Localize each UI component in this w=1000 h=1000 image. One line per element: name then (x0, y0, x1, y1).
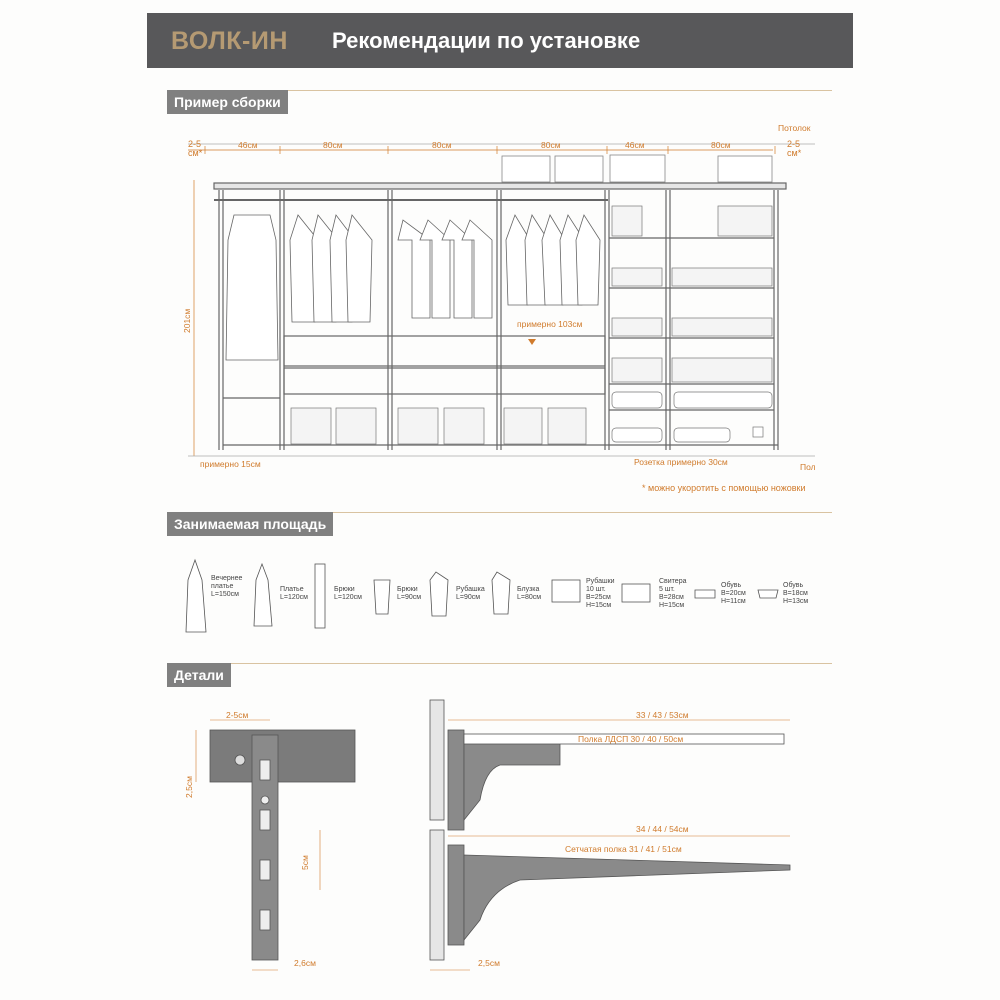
dim-width-4: 80см (541, 140, 561, 150)
legend-label: Свитера 5 шт. B=28см H=15см (659, 578, 687, 609)
legend-label: Брюки L=90см (397, 586, 422, 601)
dim-width-5: 46см (625, 140, 645, 150)
approx-15-label: примерно 15см (200, 459, 261, 469)
shirt-icon (430, 572, 448, 616)
section-title-area: Занимаемая площадь (167, 512, 333, 536)
detail-gap: 2-5см (226, 710, 249, 720)
shirts-stack-icon (552, 580, 580, 602)
floor-label: Пол (800, 462, 816, 472)
legend-label: Брюки L=120см (334, 586, 362, 601)
sweaters-stack-icon (622, 584, 650, 602)
top-length: 33 / 43 / 53см (636, 710, 689, 720)
detail-slot: 5см (300, 855, 310, 870)
top-shelf-label: Полка ЛДСП 30 / 40 / 50см (578, 734, 684, 744)
section-title-details: Детали (167, 663, 231, 687)
evening-dress-icon (186, 560, 206, 632)
section-title-assembly: Пример сборки (167, 90, 288, 114)
section-divider (167, 663, 832, 664)
legend-label: Блузка L=80см (517, 586, 542, 601)
legend-label: Платье L=120см (280, 586, 308, 601)
bottom-length: 34 / 44 / 54см (636, 824, 689, 834)
detail-width: 2,6см (294, 958, 316, 968)
legend-icons (0, 550, 1000, 640)
dim-width-1: 46см (238, 140, 258, 150)
approx-103-label: примерно 103см (517, 319, 583, 329)
legend-label: Обувь B=20см H=11см (721, 582, 746, 605)
dim-width-6: 80см (711, 140, 731, 150)
legend-label: Рубашки 10 шт. B=25см H=15см (586, 578, 615, 609)
legend-label: Обувь B=18см H=13см (783, 582, 809, 605)
trousers-hanger-icon (374, 580, 390, 614)
gap-right-label: 2-5 см* (787, 139, 802, 158)
trousers-long-icon (315, 564, 325, 628)
ceiling-label: Потолок (778, 123, 811, 133)
bracket-gap: 2,5см (478, 958, 500, 968)
legend-label: Вечернее платье L=150см (211, 575, 243, 598)
dress-icon (254, 564, 272, 626)
page-title: Рекомендации по установке (332, 28, 641, 53)
dim-height: 201см (182, 308, 192, 333)
gap-left-label: 2-5 см* (188, 139, 203, 158)
brand-logo: ВОЛК-ИН (171, 27, 288, 55)
legend-label: Рубашка L=90см (456, 586, 485, 601)
footnote: * можно укоротить с помощью ножовки (642, 483, 806, 493)
bottom-shelf-label: Сетчатая полка 31 / 41 / 51см (565, 844, 682, 854)
blouse-icon (492, 572, 510, 614)
detail-thickness: 2,5см (184, 776, 194, 798)
dim-width-3: 80см (432, 140, 452, 150)
shoes-icon (695, 590, 715, 598)
details-diagram (0, 690, 1000, 990)
socket-label: Розетка примерно 30см (634, 457, 728, 467)
heels-icon (758, 590, 778, 598)
dim-width-2: 80см (323, 140, 343, 150)
